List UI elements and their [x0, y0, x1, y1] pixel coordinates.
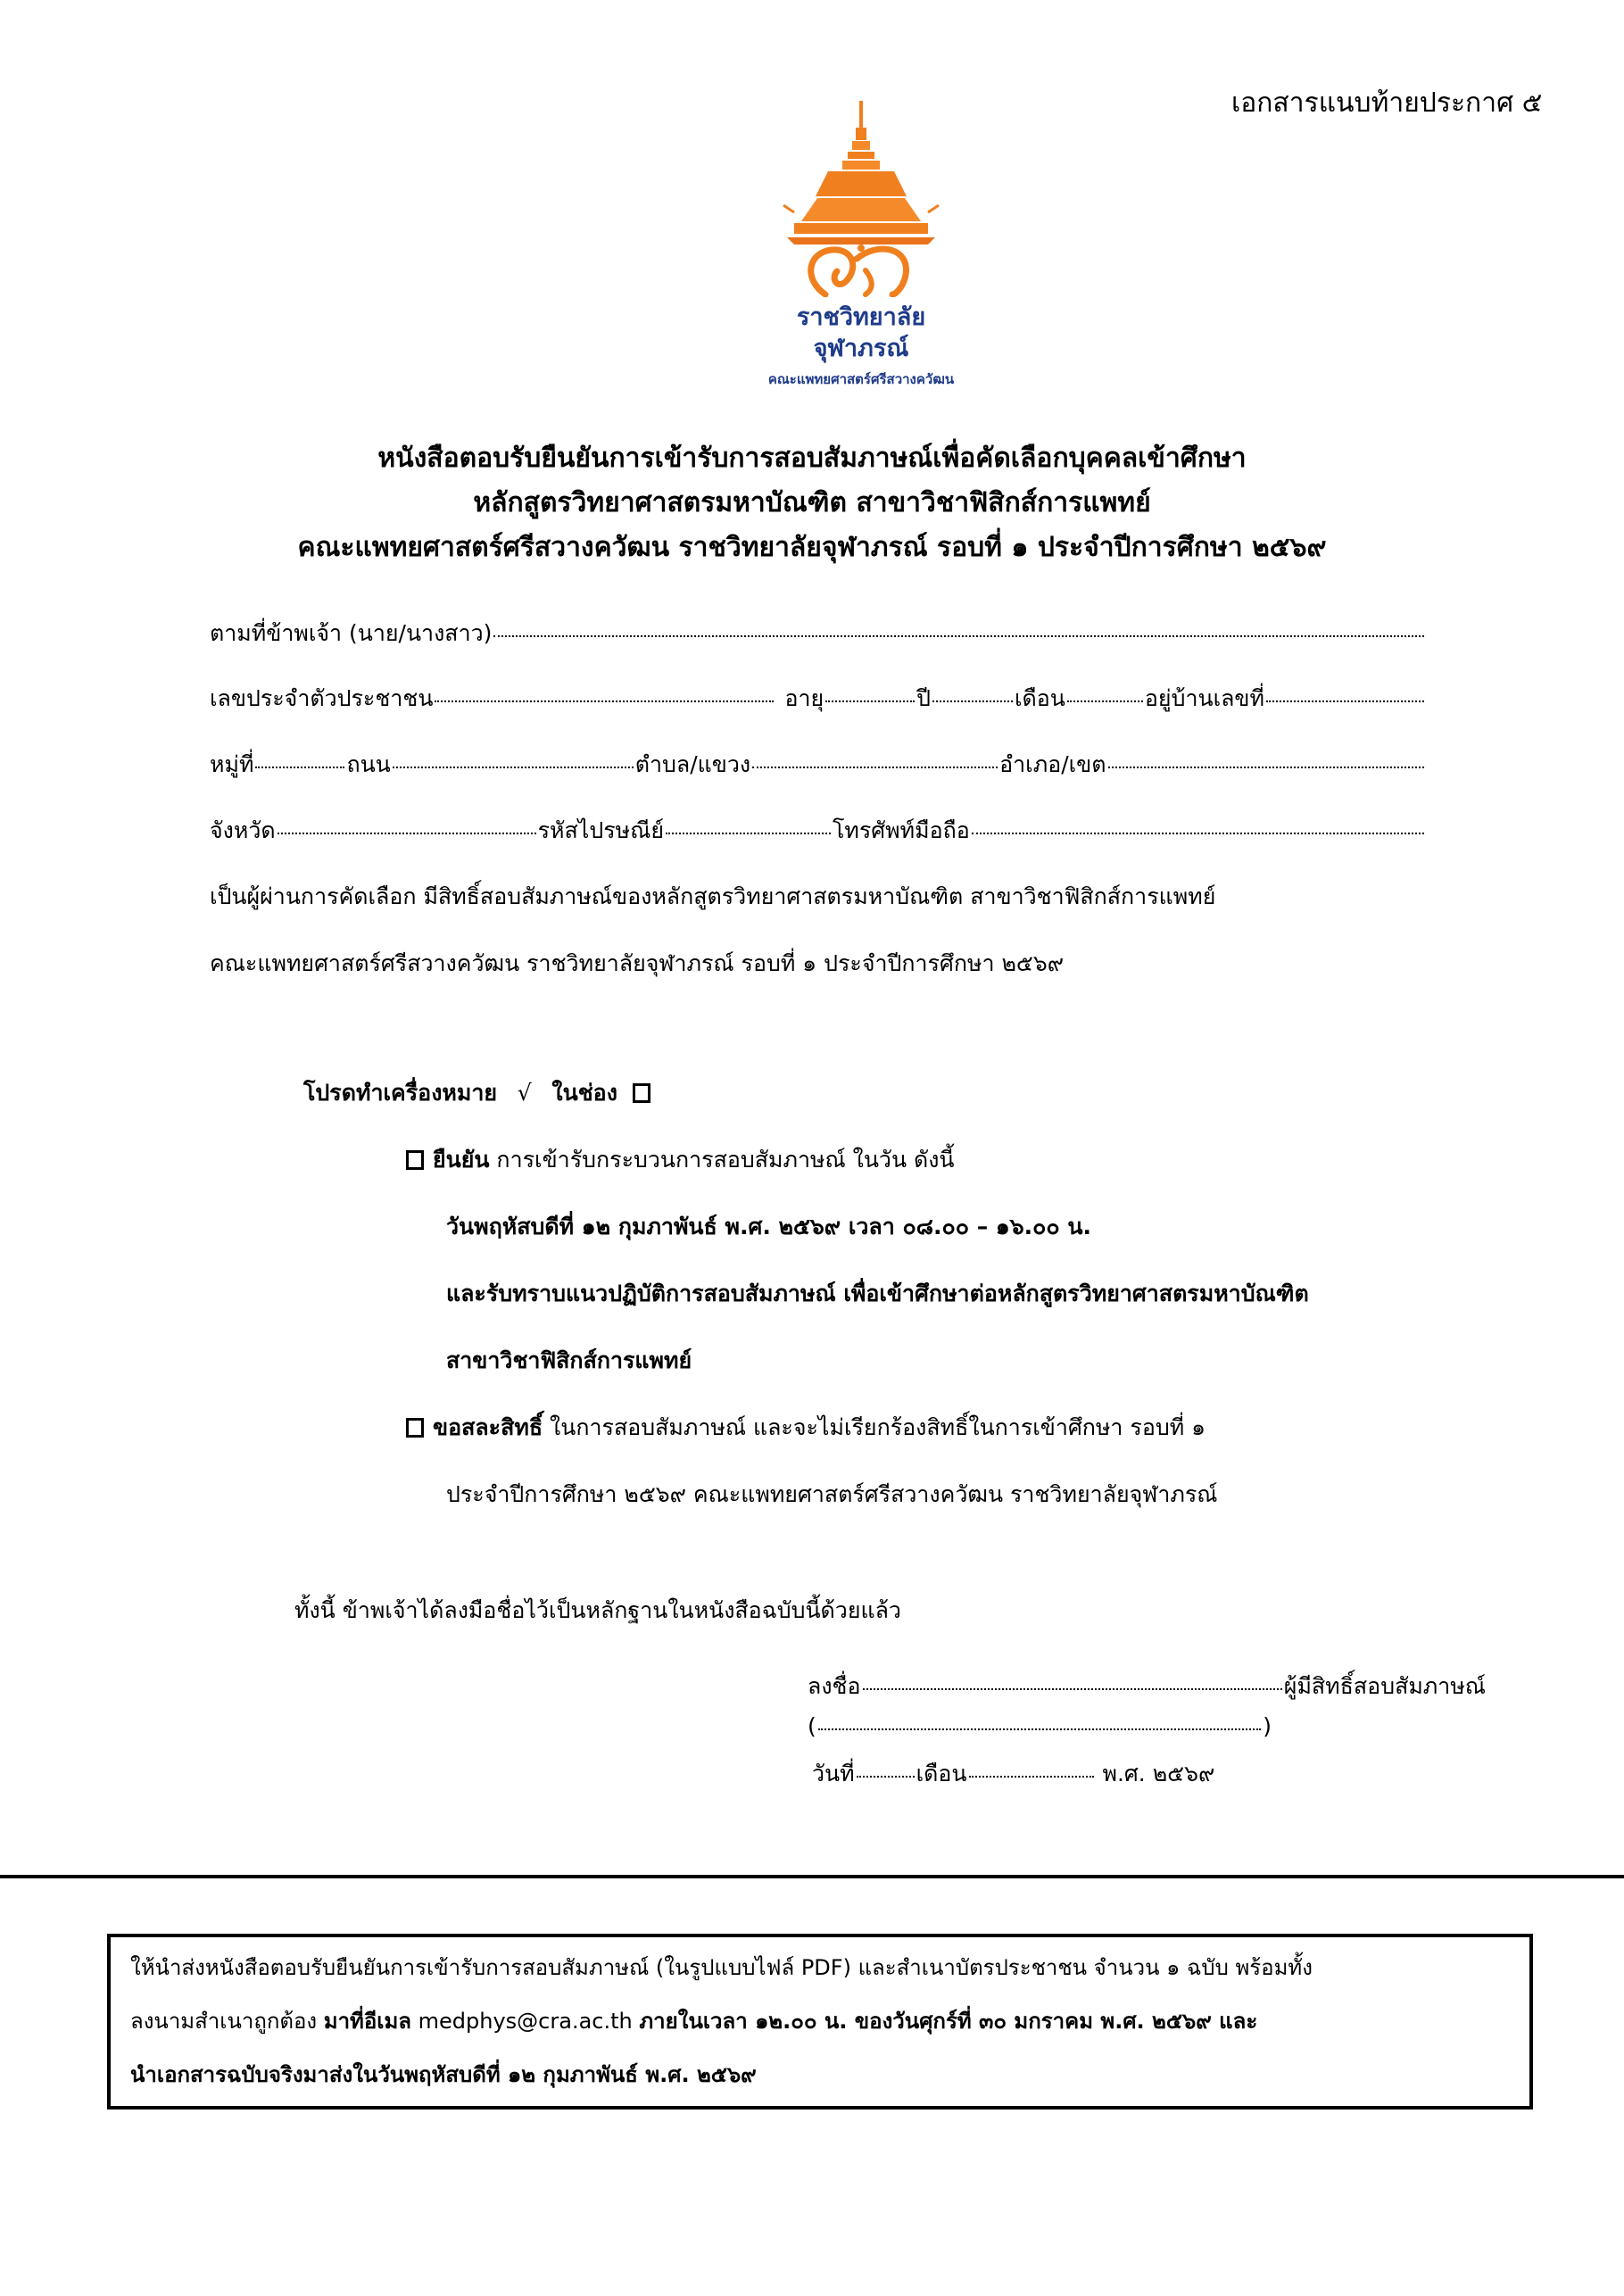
instruction-in-box: ในช่อง — [551, 1080, 617, 1106]
postcode-label: รหัสไปรษณีย์ — [537, 817, 664, 843]
waive-description: ในการสอบสัมภาษณ์ และจะไม่เรียกร้องสิทธิ์ในการเข้าศึกษา รอบที่ ๑ — [543, 1414, 1206, 1440]
emblem-icon — [732, 96, 990, 297]
interview-date: วันพฤหัสบดีที่ ๑๒ กุมภาพันธ์ พ.ศ. ๒๕๖๙ เวลา ๐๘.๐๐ – ๑๖.๐๐ น. — [446, 1214, 1091, 1239]
province-label: จังหวัด — [210, 817, 276, 843]
id-label: เลขประจำตัวประชาชน — [210, 685, 434, 711]
annex-label: เอกสารแนบท้ายประกาศ ๕ — [1231, 87, 1543, 119]
document-title-line3: คณะแพทยศาสตร์ศรีสวางควัฒน ราชวิทยาลัยจุฬาภรณ์ รอบที่ ๑ ประจำปีการศึกษา ๒๕๖๙ — [297, 532, 1327, 563]
house-no-label: อยู่บ้านเลขที่ — [1144, 685, 1265, 711]
option-waive — [406, 1410, 1206, 1446]
paren-close: ) — [1263, 1713, 1272, 1739]
statement-line1: เป็นผู้ผ่านการคัดเลือก มีสิทธิ์สอบสัมภาษณ์ของหลักสูตรวิทยาศาสตรมหาบัณฑิต สาขาวิชาฟิสิกส์การแพทย์ — [210, 883, 1216, 909]
confirm-detail-line2: สาขาวิชาฟิสิกส์การแพทย์ — [446, 1347, 692, 1373]
age-label: อายุ — [784, 685, 824, 711]
mobile-label: โทรศัพท์มือถือ — [832, 817, 970, 843]
note-deadline: ภายในเวลา ๑๒.๐๐ น. ของวันศุกร์ที่ ๓๐ มกราคม พ.ศ. ๒๕๖๙ และ — [639, 2009, 1258, 2034]
form-row-address — [210, 747, 1426, 783]
date-year-label: พ.ศ. ๒๕๖๙ — [1102, 1761, 1215, 1786]
waive-label: ขอสละสิทธิ์ — [433, 1414, 543, 1440]
year-label: ปี — [916, 685, 932, 711]
institution-logo — [732, 96, 990, 400]
id-field[interactable] — [435, 700, 774, 702]
document-title-line1: หนังสือตอบรับยืนยันการเข้ารับการสอบสัมภาษณ์เพื่อคัดเลือกบุคคลเข้าศึกษา — [377, 443, 1247, 474]
month-label: เดือน — [1015, 685, 1065, 711]
note-line2-text: ลงนามสำเนาถูกต้อง — [130, 2009, 324, 2034]
moo-field[interactable] — [255, 767, 344, 768]
month-field[interactable] — [1067, 700, 1143, 702]
sign-label: ลงชื่อ — [808, 1673, 861, 1699]
logo-name-line2: จุฬาภรณ์ — [813, 335, 909, 362]
option-confirm — [406, 1142, 955, 1178]
signature-date-row — [812, 1756, 1258, 1792]
checkmark-icon: √ — [517, 1080, 532, 1106]
statement-line2: คณะแพทยศาสตร์ศรีสวางควัฒน ราชวิทยาลัยจุฬาภรณ์ รอบที่ ๑ ประจำปีการศึกษา ๒๕๖๙ — [210, 950, 1065, 976]
note-email-label: มาที่อีเมล — [323, 2009, 412, 2034]
district-field[interactable] — [1108, 767, 1424, 768]
name-field[interactable] — [493, 635, 1424, 637]
name-label: ตามที่ข้าพเจ้า (นาย/นางสาว) — [210, 620, 493, 646]
closing-statement: ทั้งนี้ ข้าพเจ้าได้ลงมือชื่อไว้เป็นหลักฐานในหนังสือฉบับนี้ด้วยแล้ว — [294, 1597, 901, 1623]
subdistrict-label: ตำบล/แขวง — [634, 751, 751, 777]
date-month-label: เดือน — [916, 1761, 967, 1786]
road-label: ถนน — [346, 751, 391, 777]
age-years-field[interactable] — [825, 700, 915, 702]
moo-label: หมู่ที่ — [210, 751, 254, 777]
province-field[interactable] — [278, 833, 536, 834]
sample-checkbox-icon — [633, 1083, 650, 1103]
signature-row — [808, 1669, 1486, 1704]
form-row-contact — [210, 813, 1426, 849]
document-title-line2: หลักสูตรวิทยาศาสตรมหาบัณฑิต สาขาวิชาฟิสิกส์การแพทย์ — [473, 487, 1151, 518]
confirm-description: การเข้ารับกระบวนการสอบสัมภาษณ์ ในวัน ดังนี้ — [489, 1147, 955, 1173]
form-row-name — [210, 616, 1426, 651]
printed-name-row — [808, 1713, 1272, 1739]
date-month-field[interactable] — [969, 1776, 1094, 1778]
paren-open: ( — [808, 1713, 816, 1739]
signature-field[interactable] — [863, 1688, 1282, 1690]
road-field[interactable] — [393, 767, 634, 768]
confirm-detail-line1: และรับทราบแนวปฏิบัติการสอบสัมภาษณ์ เพื่อเข้าศึกษาต่อหลักสูตรวิทยาศาสตรมหาบัณฑิต — [446, 1281, 1309, 1306]
day-field[interactable] — [857, 1776, 915, 1778]
form-row-id — [210, 681, 1426, 717]
section-divider — [0, 1875, 1624, 1878]
subdistrict-field[interactable] — [752, 767, 998, 768]
instruction-line — [303, 1075, 659, 1111]
date-label: วันที่ — [812, 1761, 855, 1786]
confirm-label: ยืนยัน — [433, 1147, 490, 1173]
mobile-field[interactable] — [972, 833, 1424, 834]
house-no-field[interactable] — [1266, 700, 1424, 702]
instruction-text: โปรดทำเครื่องหมาย — [303, 1080, 498, 1106]
logo-name-line1: ราชวิทยาลัย — [796, 303, 926, 331]
note-line2 — [130, 2003, 1257, 2038]
waive-checkbox[interactable] — [406, 1418, 424, 1438]
age-months-field[interactable] — [932, 700, 1013, 702]
note-line3: นำเอกสารฉบับจริงมาส่งในวันพฤหัสบดีที่ ๑๒ กุมภาพันธ์ พ.ศ. ๒๕๖๙ — [130, 2062, 757, 2087]
postcode-field[interactable] — [666, 833, 831, 834]
note-email[interactable]: medphys@cra.ac.th — [411, 2009, 640, 2034]
confirm-checkbox[interactable] — [406, 1150, 424, 1170]
note-line1: ให้นำส่งหนังสือตอบรับยืนยันการเข้ารับการสอบสัมภาษณ์ (ในรูปแบบไฟล์ PDF) และสำเนาบัตรประชาชน จำนวน ๑ ฉบับ พร้อมทั้ง — [130, 1955, 1313, 1980]
role-label: ผู้มีสิทธิ์สอบสัมภาษณ์ — [1283, 1673, 1486, 1699]
printed-name-field[interactable] — [818, 1728, 1261, 1730]
waive-detail: ประจำปีการศึกษา ๒๕๖๙ คณะแพทยศาสตร์ศรีสวางควัฒน ราชวิทยาลัยจุฬาภรณ์ — [446, 1481, 1218, 1507]
submission-note-box — [107, 1934, 1533, 2110]
district-label: อำเภอ/เขต — [999, 751, 1106, 777]
logo-faculty: คณะแพทยศาสตร์ศรีสวางควัฒน — [767, 371, 955, 387]
